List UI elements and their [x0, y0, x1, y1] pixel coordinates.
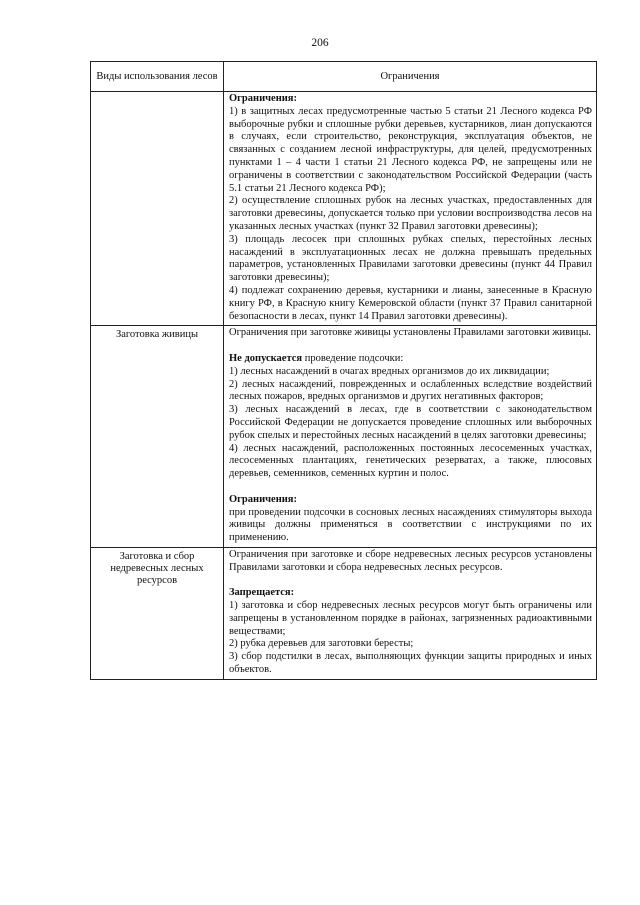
- restrictions-cell: [224, 92, 597, 326]
- paragraph: при проведении подсочки в сосновых лесных насаждениях стимуляторы выхода живицы должны применяться в соответствии с инструкциями по их применению.: [229, 506, 592, 544]
- bold-heading: Не допускается: [229, 352, 303, 364]
- restrictions-table: [90, 61, 597, 680]
- paragraph: 1) заготовка и сбор недревесных лесных ресурсов могут быть ограничены или запрещены в установленном порядке в районах, загрязненных радиоактивными веществами;: [229, 600, 592, 637]
- bold-heading: Ограничения:: [229, 93, 297, 104]
- paragraph: 3) площадь лесосек при сплошных рубках спелых, перестойных лесных насаждений в эксплуатационных лесах не должна превышать предельных параметров, установленных Правилами заготовки древесины (пункт 44 Правил заготовки древесины);: [229, 233, 592, 284]
- paragraph: 2) осуществление сплошных рубок на лесных участках, предоставленных для заготовки древесины, допускается только при условии воспроизводства лесов на указанных лесных участках (пункт 32 Правил заготовки древесины);: [229, 195, 592, 232]
- paragraph: 2) рубка деревьев для заготовки бересты;: [229, 638, 414, 650]
- restrictions-cell: [224, 326, 597, 548]
- paragraph: Ограничения при заготовке живицы установлены Правилами заготовки живицы.: [229, 327, 592, 339]
- bold-heading: Ограничения:: [229, 493, 297, 505]
- paragraph: Ограничения при заготовке и сборе недревесных лесных ресурсов установлены Правилами заготовки и сбора недревесных лесных ресурсов.: [229, 548, 592, 573]
- paragraph: 3) сбор подстилки в лесах, выполняющих функции защиты природных и иных объектов.: [229, 651, 592, 676]
- forest-use-type-cell: [91, 92, 224, 326]
- paragraph: Не допускается проведение подсочки:: [229, 352, 404, 364]
- bold-heading: Запрещается:: [229, 587, 295, 599]
- header-forest-use-types: Виды использования лесов: [91, 62, 224, 92]
- paragraph: [229, 93, 592, 106]
- forest-use-type-cell: Заготовка и сбор недревесных лесных ресурсов: [91, 547, 224, 679]
- table-row: [91, 92, 597, 326]
- paragraph: 4) лесных насаждений, расположенных постоянных лесосеменных участках, лесосеменных плантациях, генетических резерватах, а также, плюсовых деревьев, семенников, семенных куртин и полос.: [229, 442, 592, 480]
- paragraph: 3) лесных насаждений в лесах, где в соответствии с законодательством Российской Федерации не допускается проведение сплошных или выборочных рубок спелых и перестойных лесных насаждений в целях заготовки древесины;: [229, 404, 592, 441]
- paragraph: 2) лесных насаждений, поврежденных и ослабленных вследствие воздействий лесных пожаров, вредных организмов и других негативных факторов;: [229, 378, 592, 403]
- paragraph: 1) лесных насаждений в очагах вредных организмов до их ликвидации;: [229, 365, 550, 377]
- table-row: [91, 326, 597, 548]
- header-restrictions: Ограничения: [224, 62, 597, 92]
- page-number: 206: [311, 37, 329, 49]
- forest-use-type-cell: Заготовка живицы: [91, 326, 224, 548]
- paragraph: [229, 587, 592, 600]
- paragraph: 1) в защитных лесах предусмотренные частью 5 статьи 21 Лесного кодекса РФ выборочные рубки и сплошные рубки деревьев, кустарников, лиан допускаются в случаях, если строительство, реконструкция, эксплуатация объектов, не связанных с созданием лесной инфраструктуры, для целей, предусмотренных пунктами 1 – 4 части 1 статьи 21 Лесного кодекса РФ, не запрещены или не ограничены в соответствии с законодательством Российской Федерации (часть 5.1 статьи 21 Лесного кодекса РФ);: [229, 105, 592, 194]
- restrictions-cell: [224, 547, 597, 679]
- table-header-row: [91, 62, 597, 92]
- table-row: [91, 547, 597, 679]
- paragraph: 4) подлежат сохранению деревья, кустарники и лианы, занесенные в Красную книгу РФ, в Красную книгу Кемеровской области (пункт 37 Правил санитарной безопасности в лесах, пункт 14 Правил заготовки древесины).: [229, 284, 592, 322]
- paragraph: [229, 494, 592, 507]
